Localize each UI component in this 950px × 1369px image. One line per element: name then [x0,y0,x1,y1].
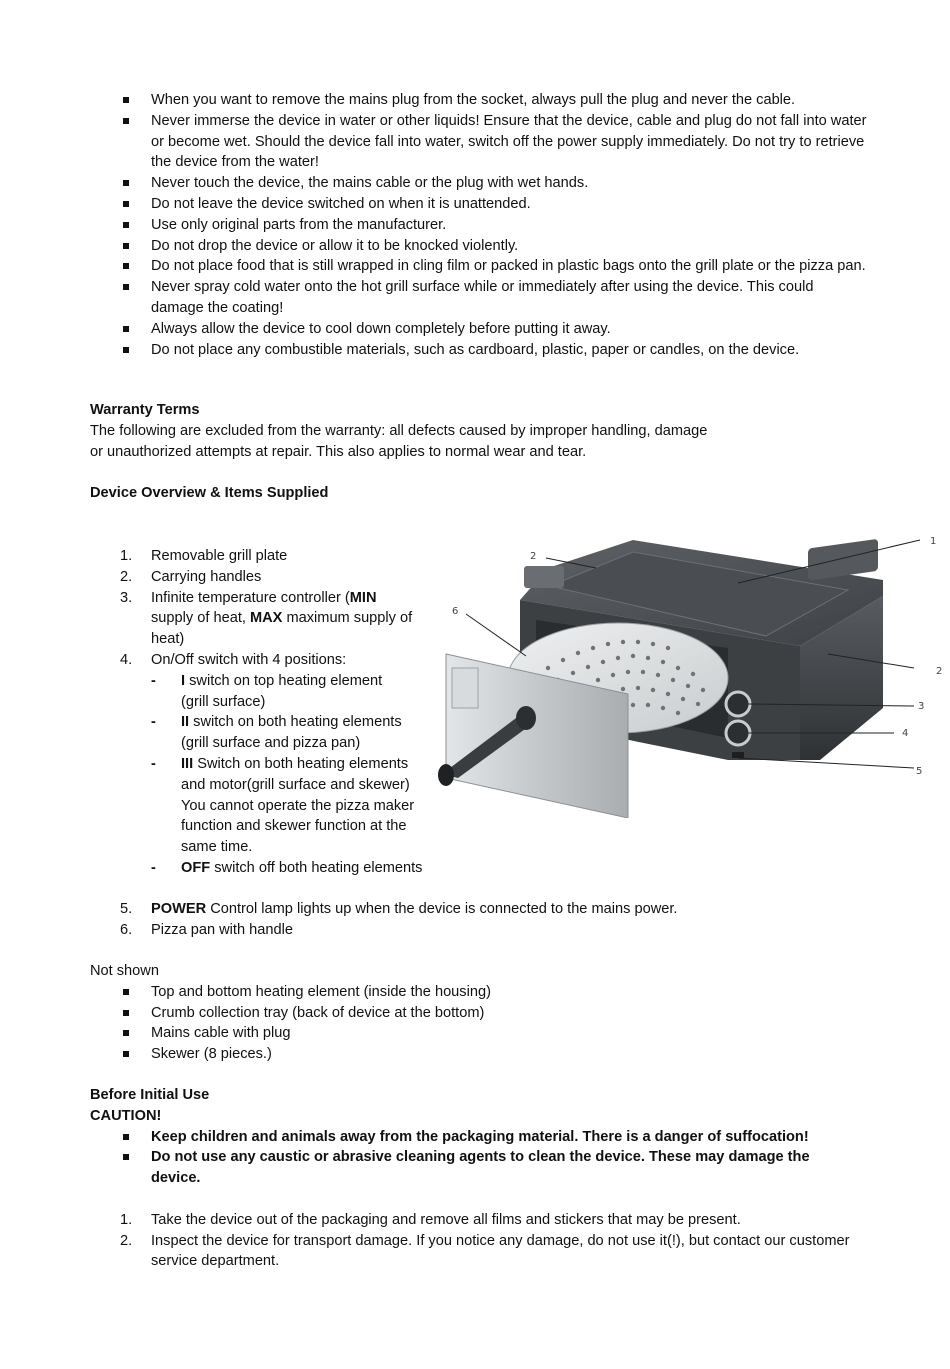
not-shown-section [90,961,870,1065]
item-number: 2. [120,568,133,585]
list-item [90,546,482,567]
position-key: II [181,714,190,731]
warranty-heading: Warranty Terms [90,402,200,418]
item-number: 1. [120,548,133,564]
list-item [151,754,426,858]
list-item [90,1231,850,1273]
callout-label: 2 [530,551,537,562]
list-item [90,1210,850,1231]
list-item: Do not leave the device switched on when it is unattended. [90,194,870,215]
dash-marker: - [151,755,156,772]
item-text: Control lamp lights up when the device is connected to the mains power. [206,901,678,917]
warranty-section [90,400,870,462]
callout-label: 1 [930,536,937,547]
list-item: Never touch the device, the mains cable or the plug with wet hands. [90,173,870,194]
safety-list [90,90,870,360]
warranty-text-line-2: or unauthorized attempts at repair. This also applies to normal wear and tear. [90,443,587,460]
item-text: Infinite temperature controller ( [151,589,350,606]
not-shown-list [90,982,870,1065]
position-text: Switch on both heating elements and motor(grill surface and skewer) You cannot operate the pizza maker function and skewer function at the same time. [181,755,415,856]
item-text: Take the device out of the packaging and remove all films and stickers that may be present. [151,1211,741,1228]
before-use-heading: Before Initial Use [90,1087,210,1103]
not-shown-heading: Not shown [90,963,159,979]
power-lamp [732,752,744,758]
list-item: Do not drop the device or allow it to be knocked violently. [90,236,870,257]
list-item: Do not use any caustic or abrasive cleaning agents to clean the device. These may damage the device. [90,1147,850,1189]
carrying-handle [808,539,878,581]
list-item: Crumb collection tray (back of device at the bottom) [90,1003,870,1024]
item-number: 3. [120,589,133,606]
item-text: Inspect the device for transport damage. If you notice any damage, do not use it(!), but contact our customer service department. [151,1232,850,1270]
callout-label: 6 [452,606,459,617]
item-number: 5. [120,901,133,917]
list-item: Skewer (8 pieces.) [90,1044,870,1065]
list-item: Never spray cold water onto the hot grill surface while or immediately after using the device. This could damage the coating! [90,277,870,319]
list-item: Do not place food that is still wrapped in cling film or packed in plastic bags onto the grill plate or the pizza pan. [90,256,870,277]
list-item [90,650,482,879]
list-item [151,712,411,754]
list-item [90,899,870,920]
overview-list-block [90,546,482,879]
list-item [90,920,870,941]
spacer [90,1189,850,1210]
callout-label: 5 [916,766,923,777]
item-text: Pizza pan with handle [151,921,293,938]
list-item: Keep children and animals away from the packaging material. There is a danger of suffocation! [90,1127,850,1148]
drawer-badge [452,668,478,708]
list-item [90,567,482,588]
item-number: 2. [120,1232,133,1249]
max-label: MAX [249,610,283,627]
list-item: Always allow the device to cool down completely before putting it away. [90,319,870,340]
item-text: Removable grill plate [151,548,288,564]
item-text: maximum supply of heat) [151,610,413,648]
position-text: switch on top heating element (grill surface) [181,672,383,710]
list-item [90,588,421,650]
min-label: MIN [349,589,377,606]
item-text: Carrying handles [151,568,262,585]
item-text: supply of heat, [151,610,250,627]
warranty-text-line-1: The following are excluded from the warranty: all defects caused by improper handling, damage [90,422,708,439]
caution-label: CAUTION! [90,1107,162,1124]
device-illustration [428,528,950,818]
power-label: POWER [151,901,207,917]
pan-handle-base [516,706,536,730]
device-drawing [428,528,950,818]
overview-heading-block [90,483,870,504]
dash-marker: - [151,672,156,689]
item-number: 6. [120,921,133,938]
list-item: Use only original parts from the manufacturer. [90,215,870,236]
list-item [151,671,411,713]
before-use-steps [90,1210,850,1272]
item-number: 1. [120,1211,133,1228]
position-key: III [181,755,194,772]
safety-list-block [90,90,870,360]
overview-list-continued [90,899,870,941]
list-item: Mains cable with plug [90,1023,870,1044]
list-item: Never immerse the device in water or other liquids! Ensure that the device, cable and plug do not fall into water or become wet. Should the device fall into water, switch off the power supply immediately. Do not try to retrieve the device from the water! [90,111,870,173]
list-item [151,858,481,879]
before-use-section [90,1085,850,1272]
temperature-controller [726,692,750,716]
position-text: switch off both heating elements [210,859,423,876]
dash-marker: - [151,714,156,731]
position-key: OFF [181,859,211,876]
overview-list-2 [90,899,870,941]
on-off-switch [726,721,750,745]
list-item: Do not place any combustible materials, such as cardboard, plastic, paper or candles, on the device. [90,340,870,361]
item-text: On/Off switch with 4 positions: [151,651,347,668]
position-key: I [181,672,186,689]
callout-label: 3 [918,701,925,712]
pan-handle-tip [438,764,454,786]
list-item: When you want to remove the mains plug from the socket, always pull the plug and never the cable. [90,90,870,111]
list-item: Top and bottom heating element (inside the housing) [90,982,870,1003]
overview-list [90,546,482,879]
caution-list [90,1127,850,1189]
overview-heading: Device Overview & Items Supplied [90,485,329,501]
carrying-handle [524,566,564,588]
dash-marker: - [151,859,156,876]
callout-label: 4 [902,728,909,739]
position-text: switch on both heating elements (grill surface and pizza pan) [181,714,402,752]
callout-label: 2 [936,666,943,677]
item-number: 4. [120,651,133,668]
